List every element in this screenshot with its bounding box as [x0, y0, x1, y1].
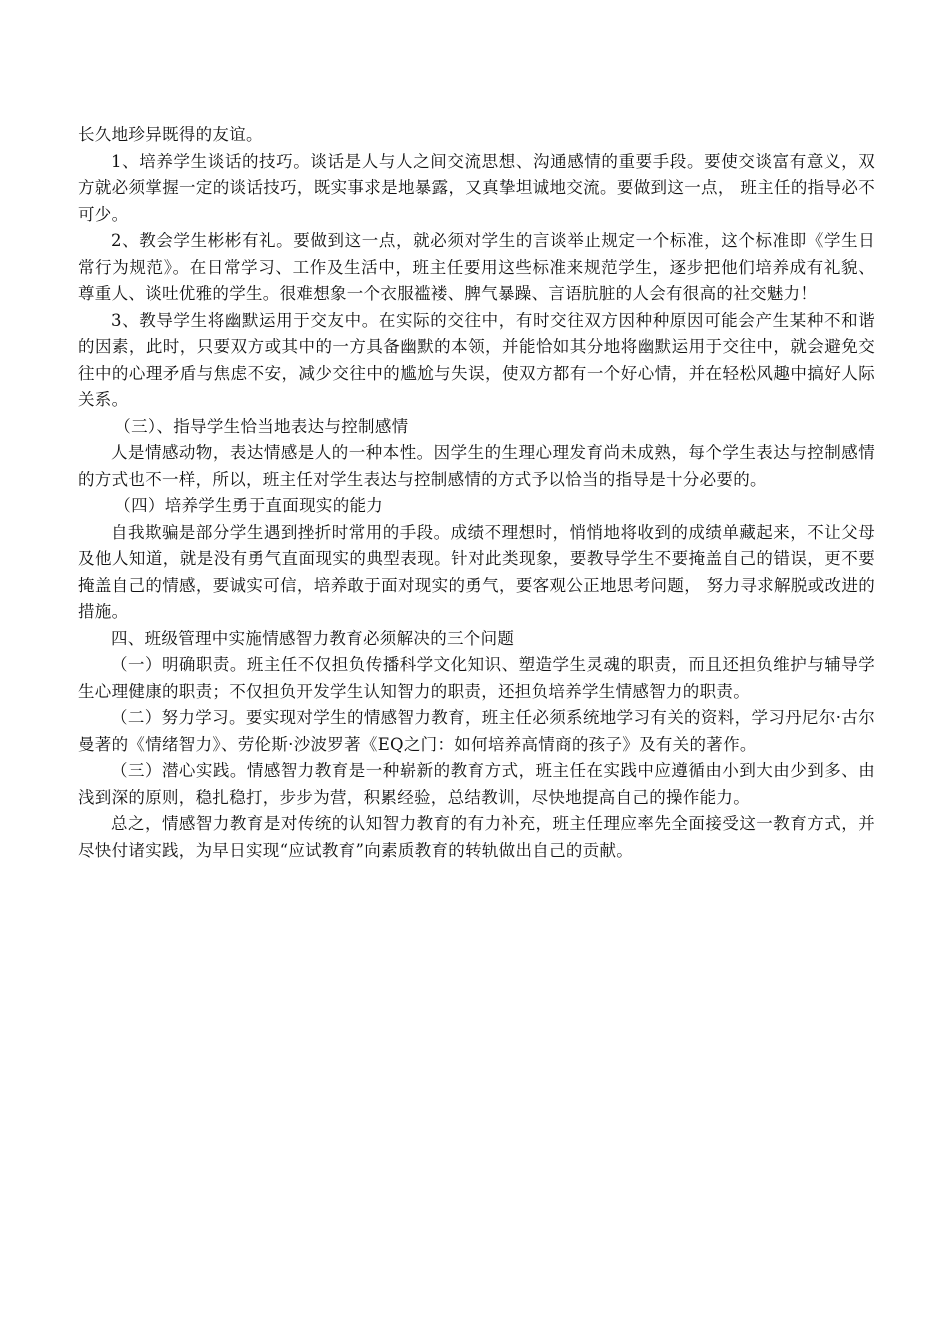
paragraph-humor: 3、教导学生将幽默运用于交友中。在实际的交往中，有时交往双方因种种原因可能会产生某种不和谐的因素，此时，只要双方或其中的一方具备幽默的本领，并能恰如其分地将幽默运用于交往中，就会避免交往中的心理矛盾与焦虑不安，减少交往中的尴尬与失误，使双方都有一个好心情，并在轻松风趣中搞好人际关系。	[78, 310, 875, 409]
paragraph-clarify-duties: （一）明确职责。班主任不仅担负传播科学文化知识、塑造学生灵魂的职责，而且还担负维护与辅导学生心理健康的职责；不仅担负开发学生认知智力的职责，还担负培养学生情感智力的职责。	[78, 655, 875, 701]
section-heading-four: （四）培养学生勇于直面现实的能力	[114, 496, 384, 515]
paragraph-study-hard: （二）努力学习。要实现对学生的情感智力教育，班主任必须系统地学习有关的资料，学习丹尼尔·古尔曼著的《情绪智力》、劳伦斯·沙波罗著《EQ之门：如何培养高情商的孩子》及有关的著作。	[78, 708, 875, 754]
section-title-four-problems: 四、班级管理中实施情感智力教育必须解决的三个问题	[111, 628, 515, 648]
paragraph-emotion-expression: 人是情感动物，表达情感是人的一种本性。因学生的生理心理发育尚未成熟，每个学生表达与控制感情的方式也不一样，所以，班主任对学生表达与控制感情的方式予以恰当的指导是十分必要的。	[78, 443, 875, 489]
section-heading-three: （三）、指导学生恰当地表达与控制感情	[114, 416, 409, 436]
paragraph-conclusion: 总之，情感智力教育是对传统的认知智力教育的有力补充，班主任理应率先全面接受这一教育方式，并尽快付诸实践，为早日实现“应试教育”向素质教育的转轨做出自己的贡献。	[78, 814, 875, 860]
paragraph-continuation: 长久地珍异既得的友谊。	[78, 125, 263, 144]
paragraph-face-reality: 自我欺骗是部分学生遇到挫折时常用的手段。成绩不理想时，悄悄地将收到的成绩单藏起来，不让父母及他人知道，就是没有勇气直面现实的典型表现。针对此类现象，要教导学生不要掩盖自己的错误，更不要掩盖自己的情感，要诚实可信，培养敢于面对现实的勇气，要客观公正地思考问题， 努力寻求解脱或改进的措施。	[78, 522, 875, 621]
paragraph-conversation-skills: 1、培养学生谈话的技巧。谈话是人与人之间交流思想、沟通感情的重要手段。要使交谈富有意义，双方就必须掌握一定的谈话技巧，既实事求是地暴露，又真挚坦诚地交流。要做到这一点， 班主任的指导必不可少。	[78, 151, 875, 224]
paragraph-practice: （三）潜心实践。情感智力教育是一种崭新的教育方式，班主任在实践中应遵循由小到大由少到多、由浅到深的原则，稳扎稳打，步步为营，积累经验，总结教训，尽快地提高自己的操作能力。	[78, 761, 875, 807]
paragraph-courtesy: 2、教会学生彬彬有礼。要做到这一点，就必须对学生的言谈举止规定一个标准，这个标准即《学生日常行为规范》。在日常学习、工作及生活中，班主任要用这些标准来规范学生，逐步把他们培养成有礼貌、尊重人、谈吐优雅的学生。很难想象一个衣服褴褛、脾气暴躁、言语肮脏的人会有很高的社交魅力！	[78, 231, 875, 303]
document-page	[78, 122, 875, 864]
